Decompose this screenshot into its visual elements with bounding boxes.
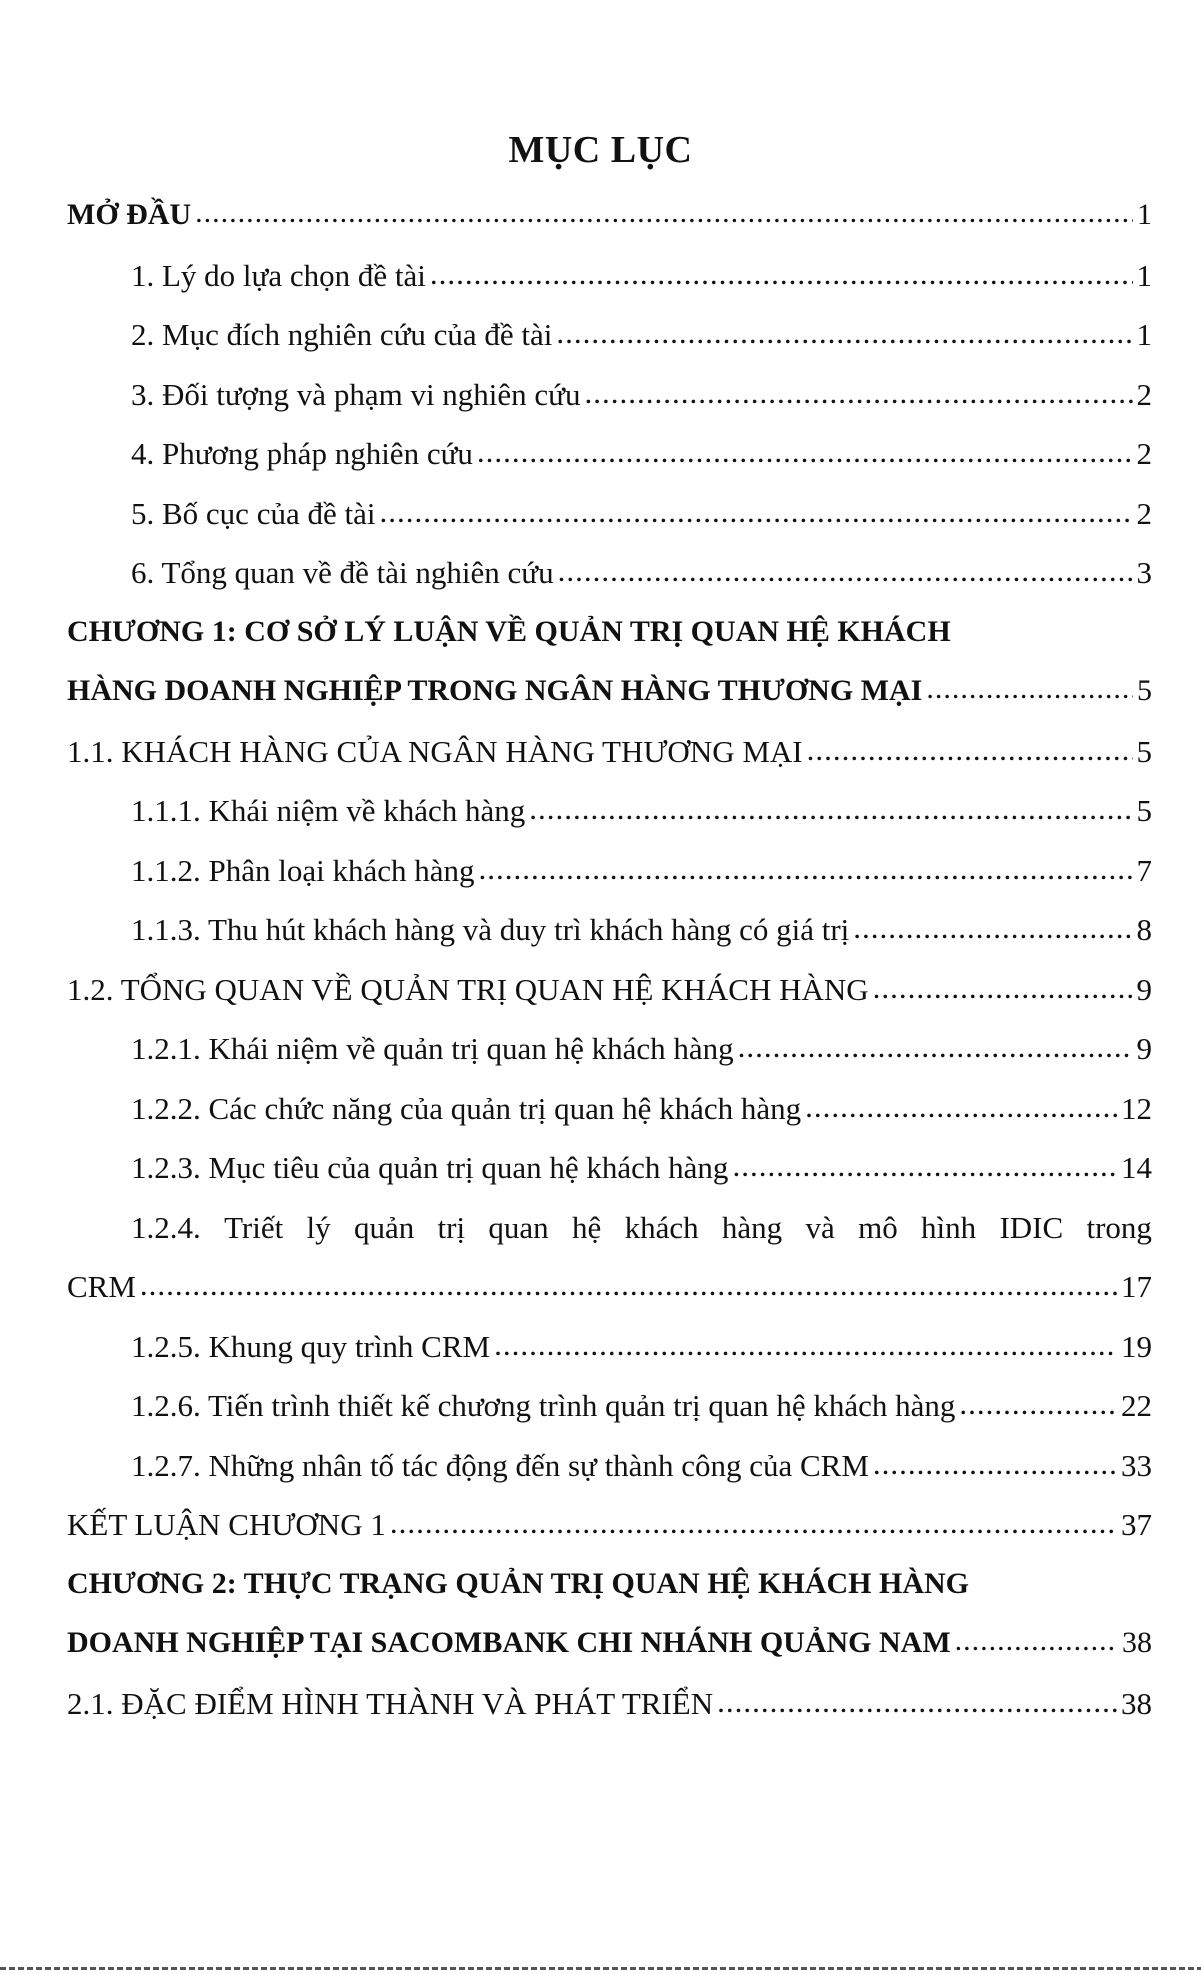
toc-page-number: 19: [1121, 1328, 1152, 1364]
toc-entry-label: MỞ ĐẦU: [67, 198, 192, 231]
toc-entry[interactable]: [67, 1507, 1152, 1567]
toc-word: trong: [1086, 1209, 1152, 1245]
toc-page-number: 2: [1136, 436, 1152, 471]
dot-leader: [805, 1089, 1117, 1125]
toc-page-number: 9: [1136, 1031, 1152, 1066]
dot-leader: [732, 1148, 1117, 1184]
toc-entry[interactable]: [67, 1329, 1152, 1389]
toc-page-number: 14: [1121, 1150, 1152, 1185]
toc-entry-first-line[interactable]: CHƯƠNG 2: THỰC TRẠNG QUẢN TRỊ QUAN HỆ KHÁCH HÀNG: [67, 1566, 969, 1600]
toc-page-number: 22: [1121, 1388, 1152, 1423]
toc-entry-label: HÀNG DOANH NGHIỆP TRONG NGÂN HÀNG THƯƠNG MẠI: [67, 674, 923, 707]
toc-entry-label: 2.1. ĐẶC ĐIỂM HÌNH THÀNH VÀ PHÁT TRIỂN: [67, 1685, 714, 1721]
dot-leader: [494, 1327, 1117, 1363]
toc-entry-label: 4. Phương pháp nghiên cứu: [131, 436, 473, 471]
toc-page-number: 2: [1136, 376, 1152, 412]
toc-entry[interactable]: [67, 1269, 1152, 1329]
toc-entry-label: 1.2.2. Các chức năng của quản trị quan hệ khách hàng: [131, 1090, 802, 1126]
toc-entry-label: 1.1.2. Phân loại khách hàng: [131, 852, 475, 888]
toc-entry-label: CRM: [67, 1269, 136, 1304]
toc-page-number: 5: [1137, 674, 1152, 707]
toc-entry-first-line[interactable]: [67, 1210, 1152, 1270]
toc-entry[interactable]: [67, 674, 1152, 734]
toc-entry-label: 1.1.3. Thu hút khách hàng và duy trì khách hàng có giá trị: [131, 912, 850, 947]
toc-entry[interactable]: [67, 853, 1152, 913]
toc-page-number: 1: [1136, 257, 1152, 293]
toc-entry-label: 6. Tổng quan về đề tài nghiên cứu: [131, 555, 554, 590]
page-edge-divider: [0, 1967, 1201, 1970]
toc-entry[interactable]: [67, 496, 1152, 556]
toc-entry[interactable]: [67, 1091, 1152, 1151]
toc-entry[interactable]: [67, 734, 1152, 794]
toc-entry-label: 1.2.7. Những nhân tố tác động đến sự thành công của CRM: [131, 1447, 869, 1483]
toc-entry[interactable]: [67, 1388, 1152, 1448]
dot-leader: [558, 553, 1133, 589]
toc-entry-label: 1.2.1. Khái niệm về quản trị quan hệ khách hàng: [131, 1031, 734, 1066]
dot-leader: [807, 732, 1133, 768]
toc-word: lý: [306, 1209, 331, 1245]
dot-leader: [379, 494, 1132, 530]
toc-entry[interactable]: [67, 972, 1152, 1032]
dot-leader: [873, 970, 1133, 1006]
toc-page-number: 17: [1121, 1269, 1152, 1304]
toc-page-number: 5: [1136, 793, 1152, 828]
toc-entry[interactable]: [67, 1626, 1152, 1686]
toc-entry[interactable]: [67, 436, 1152, 496]
toc-page-number: 8: [1136, 912, 1152, 947]
toc-entry-label: 1.1. KHÁCH HÀNG CỦA NGÂN HÀNG THƯƠNG MẠI: [67, 733, 803, 769]
toc-word: 1.2.4.: [131, 1209, 201, 1245]
toc-entry[interactable]: [67, 258, 1152, 318]
dot-leader: [873, 1446, 1117, 1482]
toc-entry-label: 3. Đối tượng và phạm vi nghiên cứu: [131, 376, 581, 412]
toc-page-number: 1: [1137, 198, 1152, 231]
dot-leader: [529, 791, 1132, 827]
toc-word: trị: [437, 1209, 466, 1245]
dot-leader: [738, 1029, 1133, 1065]
toc-entry-label: 2. Mục đích nghiên cứu của đề tài: [131, 317, 553, 352]
toc-entry[interactable]: [67, 912, 1152, 972]
toc-entry[interactable]: [67, 1448, 1152, 1508]
page-title: MỤC LỤC: [508, 129, 693, 171]
toc-word: quan: [488, 1209, 549, 1245]
toc-entry-label: 1.2.5. Khung quy trình CRM: [131, 1328, 491, 1364]
dot-leader: [585, 375, 1133, 411]
toc-entry-label: 1.2.6. Tiến trình thiết kế chương trình quản trị quan hệ khách hàng: [131, 1388, 956, 1423]
toc-entry[interactable]: [67, 1150, 1152, 1210]
toc-entry[interactable]: [67, 555, 1152, 615]
toc-entry-first-line[interactable]: CHƯƠNG 1: CƠ SỞ LÝ LUẬN VỀ QUẢN TRỊ QUAN HỆ KHÁCH: [67, 614, 951, 648]
toc-entry[interactable]: [67, 377, 1152, 437]
dot-leader: [853, 910, 1132, 946]
toc-page-number: 33: [1121, 1447, 1152, 1483]
toc-page-number: 1: [1136, 317, 1152, 352]
dot-leader: [926, 672, 1133, 706]
toc-page-number: 5: [1136, 733, 1152, 769]
toc-page-number: 12: [1121, 1090, 1152, 1126]
dot-leader: [140, 1267, 1117, 1303]
toc-word: và: [805, 1209, 835, 1245]
table-of-contents: [67, 198, 1152, 1745]
toc-word: hình: [921, 1209, 977, 1245]
dot-leader: [556, 315, 1132, 351]
toc-page-number: 2: [1136, 495, 1152, 531]
toc-entry-label: 1.1.1. Khái niệm về khách hàng: [131, 793, 526, 828]
toc-page-number: 38: [1122, 1626, 1152, 1659]
toc-page-number: 9: [1136, 971, 1152, 1007]
toc-entry-label: DOANH NGHIỆP TẠI SACOMBANK CHI NHÁNH QUẢNG NAM: [67, 1626, 951, 1659]
dot-leader: [477, 434, 1133, 470]
toc-entry-label: 1.2. TỔNG QUAN VỀ QUẢN TRỊ QUAN HỆ KHÁCH HÀNG: [67, 971, 869, 1007]
toc-entry[interactable]: [67, 793, 1152, 853]
dot-leader: [430, 256, 1133, 292]
dot-leader: [959, 1386, 1117, 1422]
toc-word: hàng: [721, 1209, 783, 1245]
dot-leader: [479, 851, 1133, 887]
toc-entry[interactable]: [67, 317, 1152, 377]
toc-page-number: 37: [1121, 1507, 1152, 1542]
toc-page-number: 7: [1136, 852, 1152, 888]
dot-leader: [955, 1624, 1118, 1658]
dot-leader: [195, 196, 1133, 230]
toc-entry-label: 1. Lý do lựa chọn đề tài: [131, 257, 426, 293]
toc-word: Triết: [224, 1209, 284, 1245]
toc-word: hệ: [572, 1209, 602, 1245]
toc-word: IDIC: [999, 1209, 1064, 1245]
toc-entry-label: 1.2.3. Mục tiêu của quản trị quan hệ khách hàng: [131, 1150, 729, 1185]
dot-leader: [390, 1505, 1117, 1541]
toc-entry[interactable]: [67, 1031, 1152, 1091]
toc-entry[interactable]: [67, 198, 1152, 258]
toc-page-number: 3: [1136, 555, 1152, 590]
toc-page-number: 38: [1121, 1685, 1152, 1721]
toc-entry-label: 5. Bố cục của đề tài: [131, 495, 376, 531]
toc-word: mô: [858, 1209, 898, 1245]
dot-leader: [717, 1684, 1117, 1720]
toc-entry-label: KẾT LUẬN CHƯƠNG 1: [67, 1507, 386, 1542]
toc-word: khách: [624, 1209, 699, 1245]
toc-entry[interactable]: [67, 1686, 1152, 1746]
toc-word: quản: [353, 1209, 415, 1245]
